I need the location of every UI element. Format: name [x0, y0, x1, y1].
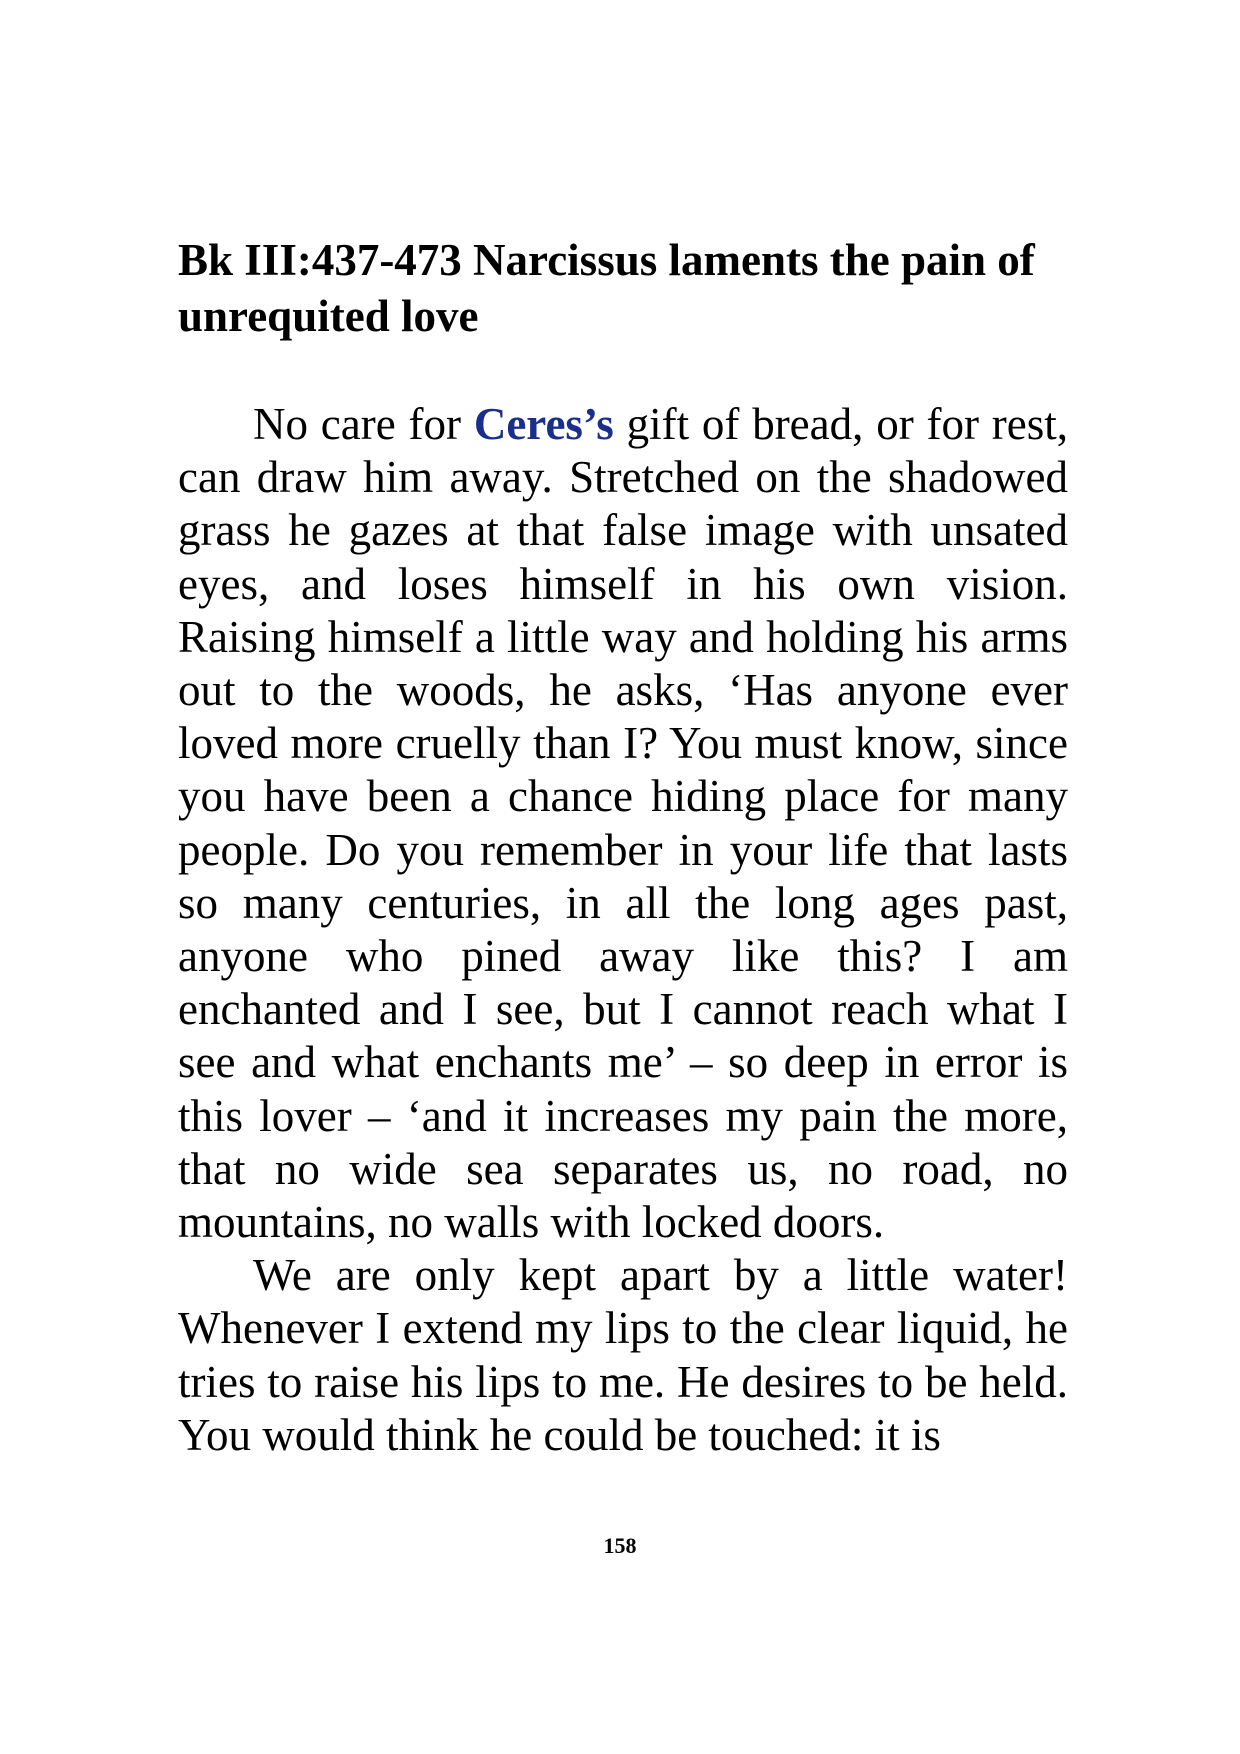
paragraph-1: [178, 398, 1068, 1249]
page-number: 158: [603, 1533, 637, 1558]
section-heading: Bk III:437-473 Narcissus laments the pain of unrequited love: [178, 235, 1035, 341]
ceres-name-link[interactable]: Ceres’s: [473, 399, 614, 449]
paragraph-1-rest: gift of bread, or for rest, can draw him away. Stretched on the shadowed grass he gazes at that false image with unsated eyes, and loses himself in his own vision. Raising himself a little way and holding his arms out to the woods, he asks, ‘Has anyone ever loved more cruelly than I? You must know, since you have been a chance hiding place for many people. Do you remember in your life that lasts so many centuries, in all the long ages past, anyone who pined away like this? I am enchanted and I see, but I cannot reach what I see and what enchants me’ – so deep in error is this lover – ‘and it increases my pain the more, that no wide sea separates us, no road, no mountains, no walls with locked doors.: [178, 399, 1069, 1248]
body-text: [178, 398, 1068, 1462]
paragraph-1-lead: No care for: [253, 399, 474, 449]
paragraph-2: We are only kept apart by a little water! Whenever I extend my lips to the clear liquid, he tries to raise his lips to me. He desires to be held. You would think he could be touched: it is: [178, 1250, 1068, 1460]
